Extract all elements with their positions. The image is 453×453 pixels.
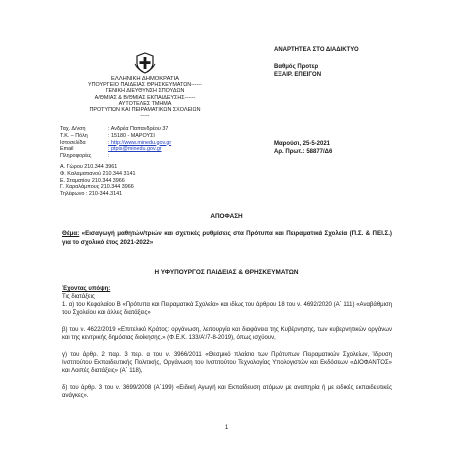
org-line: Α/ΘΜΙΑΣ & Β/ΘΜΙΑΣ ΕΚΠΑΙΔΕΥΣΗΣ------ bbox=[94, 94, 196, 101]
phone-line: Φ. Καλαματιανού 210.344 3141 bbox=[60, 170, 136, 177]
posting-notice: ΑΝΑΡΤΗΤΕΑ ΣΤΟ ΔΙΑΔΙΚΤΥΟ bbox=[274, 47, 359, 53]
info-colon: : bbox=[108, 153, 110, 160]
phone-line: Γ. Χαραλάμπους 210.344 3966 bbox=[60, 184, 134, 191]
email-link[interactable]: : ptpis@minedu.gov.gr bbox=[108, 146, 162, 153]
priority-label: Βαθμός Προτερ bbox=[274, 64, 319, 70]
contact-key: Ταχ. Δ/νση bbox=[60, 126, 86, 132]
contact-details bbox=[60, 126, 171, 160]
provision-item: 1. α) του Κεφαλαίου Β «Πρότυπα και Πειραματικά Σχολεία» και ιδίως του άρθρου 18 του ν. 4692/2020 (Α΄ 111) «Αναβάθμιση του Σχολείου και άλλες διατάξεις» bbox=[62, 302, 392, 316]
protocol-number: Αρ. Πρωτ.: 58877/Δ6 bbox=[274, 149, 333, 155]
priority-value: ΕΞΑΙΡ. ΕΠΕΙΓΟΝ bbox=[274, 72, 322, 78]
phone-line: Α. Γώρου 210.344 3961 bbox=[60, 164, 118, 170]
contact-value: : 15180 - ΜΑΡΟΥΣΙ bbox=[108, 132, 155, 139]
contact-key: Email bbox=[60, 146, 74, 153]
page-number: 1 bbox=[224, 425, 229, 431]
issuing-authority-header bbox=[60, 76, 230, 119]
provision-item: β) του ν. 4622/2019 «Επιτελικό Κράτος: οργάνωση, λειτουργία και διαφάνεια της Κυβέρνησης, των κυβερνητικών οργάνων και της κεντρικής δημόσιας διοίκησης.» (Φ.Ε.Κ. 133/Α'/7-8-2019), όπως ισχύουν, bbox=[62, 327, 392, 341]
having-regard-heading bbox=[62, 286, 392, 294]
org-line: ΕΛΛΗΝΙΚΗ ΔΗΜΟΚΡΑΤΙΑ bbox=[110, 76, 180, 82]
org-line: ΠΡΟΤΥΠΩΝ ΚΑΙ ΠΕΙΡΑΜΑΤΙΚΩΝ ΣΧΟΛΕΙΩΝ bbox=[89, 107, 201, 114]
contact-value: : Ανδρέα Παπανδρέου 37 bbox=[108, 126, 169, 132]
provisions-label: Τις διατάξεις bbox=[62, 294, 95, 300]
contact-row bbox=[60, 146, 171, 153]
date-and-protocol bbox=[274, 140, 332, 156]
subject-block bbox=[62, 230, 392, 247]
contact-row bbox=[60, 153, 171, 160]
decision-title: ΑΠΟΦΑΣΗ bbox=[210, 213, 243, 220]
subject-text: «Εισαγωγή μαθητών/τριών και σχετικές ρυθμίσεις στα Πρότυπα και Πειραματικά Σχολεία (Π.Σ. & ΠΕΙ.Σ.) για το σχολικό έτος 2021-2022» bbox=[62, 230, 392, 246]
minister-title: Η ΥΦΥΠΟΥΡΓΟΣ ΠΑΙΔΕΙΑΣ & ΘΡΗΣΚΕΥΜΑΤΩΝ bbox=[154, 269, 299, 276]
contact-key: Ιστοσελίδα bbox=[60, 139, 86, 146]
subject-label: Θέμα: bbox=[62, 230, 80, 237]
website-link[interactable]: : http://www.minedu.gov.gr bbox=[108, 139, 172, 146]
having-regard-label: Έχοντας υπόψη: bbox=[62, 286, 111, 292]
org-line: ----- bbox=[140, 113, 150, 120]
contact-row bbox=[60, 133, 171, 140]
org-line: ΓΕΝΙΚΗ ΔΙΕΥΘΥΝΣΗ ΣΠΟΥΔΩΝ bbox=[105, 88, 185, 95]
document-date: Μαρούσι, 25-5-2021 bbox=[274, 141, 331, 147]
phone-line: Ε. Σταματίου 210.344 3966 bbox=[60, 177, 125, 184]
phone-line: Τηλέφωνο : 210-344.3141 bbox=[60, 191, 123, 198]
contact-key: Τ.Κ. – Πόλη bbox=[60, 132, 88, 139]
contact-row bbox=[60, 126, 171, 133]
org-line: ΑΥΤΟΤΕΛΕΣ ΤΜΗΜΑ bbox=[118, 100, 172, 107]
contact-row bbox=[60, 140, 171, 147]
org-line: ΥΠΟΥΡΓΕΙΟ ΠΑΙΔΕΙΑΣ ΘΡΗΣΚΕΥΜΑΤΩΝ------ bbox=[88, 82, 202, 89]
contact-phones bbox=[60, 164, 135, 198]
provision-item: δ) του άρθρ. 3 του ν. 3699/2008 (Α΄199) «Ειδική Αγωγή και Εκπαίδευση ατόμων με αναπηρία ή με ειδικές εκπαιδευτικές ανάγκες». bbox=[62, 385, 392, 399]
greek-coat-of-arms-emblem bbox=[134, 52, 156, 74]
provision-item: γ) του άρθρ. 2 παρ. 3 περ. α του ν. 3966/2011 «Θεσμικό πλαίσιο των Πρότυπων Πειραματικών Σχολείων, Ίδρυση Ινστιτούτου Εκπαιδευτικής Πολιτικής, Οργάνωση του Ινστιτούτου Τεχνολογίας Υπολογιστών και Εκδόσεων «ΔΙΟΦΑΝΤΟΣ» και Λοιπές διατάξεις» (Α΄ 118), bbox=[62, 352, 392, 374]
info-label: Πληροφορίες bbox=[60, 153, 92, 160]
